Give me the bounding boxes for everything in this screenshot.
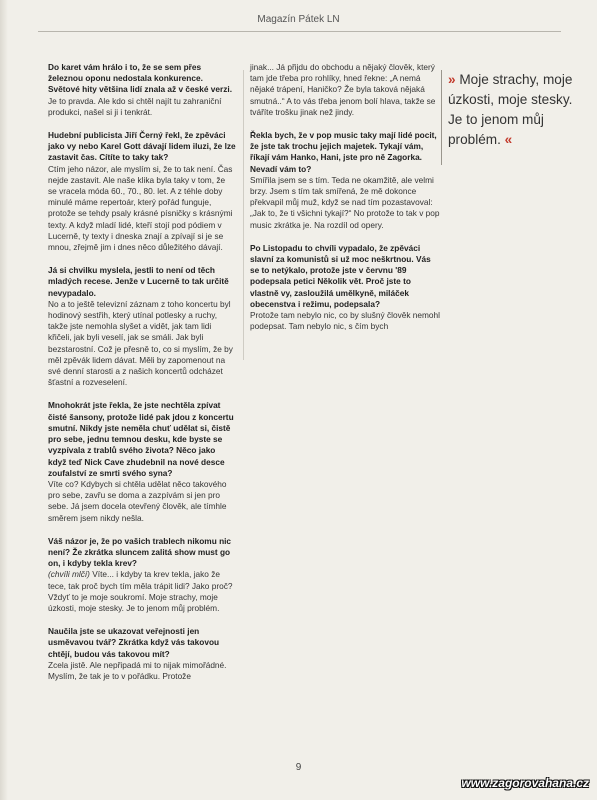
- question-3: Mnohokrát jste řekla, že jste nechtěla zpívat čisté šansony, protože lidé pak jdou z koncertu smutní. Nikdy jste neměla chuť udělat si, čistě pro sebe, jednu temnou desku, kde byste se vyzpívala z trablů svého života? Něco jako když teď Nick Cave zhudebnil na nové desce zoufalství ze smrti svého syna?: [48, 400, 234, 478]
- quote-open-mark: »: [448, 72, 456, 87]
- pull-quote-text: Moje strachy, moje úzkosti, moje stesky. Je to jenom můj problém.: [448, 72, 573, 147]
- question-intro: Do karet vám hrálo i to, že se sem přes železnou oponu nedostala konkurence. Světové hity většina lidí znala až v české verzi.: [48, 62, 233, 95]
- watermark-url: www.zagorovahana.cz: [461, 776, 589, 790]
- text-column-1: [48, 62, 236, 682]
- question-4: Váš názor je, že po vašich trablech nikomu nic není? Že zkrátka sluncem zalitá show must go on, i kdyby tekla krev?: [48, 535, 232, 569]
- column-separator: [243, 70, 244, 360]
- pullquote-rule: [441, 70, 442, 165]
- answer-7: Protože tam nebylo nic, co by slušný člověk nemohl podepsat. Tam nebylo nic, s čím bych: [250, 310, 440, 332]
- question-7: Po Listopadu to chvíli vypadalo, že zpěváci slavní za komunistů si už moc neškrtnou. Vás se to netýkalo, protože jste v červnu '89 podepsala petici Několik vět. Proč jste to vlastně vy, zasloužilá umělkyně, miláček obecenstva i režimu, podepsala?: [250, 242, 431, 309]
- page-edge-shadow: [0, 0, 8, 800]
- question-5: Naučila jste se ukazovat veřejnosti jen usměvavou tvář? Zkrátka když vás takovou chtějí, budou vás takovou mít?: [48, 626, 220, 659]
- answer-2: No a to ještě televizní záznam z toho koncertu byl hodinový sestřih, který utínal potlesky a ruchy, takže jste nemohla slyšet a vidět, jak tam lidi křičeli, jak byli veselí, jak se smáli. Jak byli bezstarostní. Což je přesně to, co si myslím, že by měl zpěvák lidem dávat. Měli by zapomenout na své denní starosti a z našich koncertů odcházet šťastní a rozveselení.: [48, 298, 233, 388]
- answer-5: Zcela jistě. Ale nepřipadá mi to nijak mimořádné. Myslím, že tak je to v pořádku. Protože: [48, 659, 227, 681]
- header-rule: [38, 31, 561, 32]
- question-1: Hudební publicista Jiří Černý řekl, že zpěváci jako vy nebo Karel Gott dávají lidem iluzi, že lze zastavit čas. Cítíte to taky tak?: [48, 130, 236, 163]
- answer-1: Ctím jeho názor, ale myslím si, že to tak není. Čas nejde zastavit. Ale naše klika byla taky v tom, že se vracela móda 60., 70., 80. let. A z téhle doby minulé máme repertoár, který pořád funguje, protože se tehdy psaly krásné písničky s krásnými texty. A když mladí lidé, kteří stojí pod pódiem v Lucerně, ty texty i dneska znají a zpívají si je se mnou, zřejmě jim i dnes něco důležitého dávají.: [48, 163, 233, 253]
- answer-4: [48, 569, 236, 614]
- stage-direction: (chvíli mlčí): [48, 569, 90, 580]
- question-2: Já si chvilku myslela, jestli to není od těch mladých recese. Jenže v Lucerně to tak určitě nevypadalo.: [48, 265, 229, 298]
- magazine-header: Magazín Pátek LN: [257, 14, 340, 25]
- answer-4-text: Víte... i kdyby ta krev tekla, jako že tece, tak proč bych tím měla trápit lidi? Jako proč? Vždyť to je moje soukromí. Moje strachy, moje úzkosti, moje stesky. Je to jenom můj problém.: [48, 569, 233, 613]
- answer-0: Je to pravda. Ale kdo si chtěl najít tu zahraniční produkci, našel si ji i tenkrát.: [48, 95, 222, 117]
- text-column-2: [250, 62, 440, 332]
- page-number: 9: [295, 762, 302, 773]
- answer-3: Víte co? Kdybych si chtěla udělat něco takového pro sebe, zavřu se doma a zazpívám si jen pro sebe. Já jsem docela otevřený člověk, ale tímhle směrem jsem nikdy nešla.: [48, 478, 227, 523]
- question-6: Řekla bych, že v pop music taky mají lidé pocit, že jste tak trochu jejich majetek. Tykají vám, říkají vám Hanko, Hani, jste pro ně Zagorka. Nevadí vám to?: [250, 130, 437, 174]
- pull-quote: [448, 70, 578, 150]
- answer-6: Smířila jsem se s tím. Teda ne okamžitě, ale velmi brzy. Jsem s tím tak smířená, že mě dokonce překvapil můj muž, když se nad tím pozastavoval: „Jak to, že ti všichni tykají?“ No protože to tak v pop music zkrátka je. Na rozdíl od opery.: [250, 174, 440, 230]
- quote-close-mark: «: [504, 132, 513, 147]
- answer-continued: jinak... Já přijdu do obchodu a nějaký člověk, který tam jde třeba pro rohlíky, hned řekne: „A nemá nějaké trápení, Haničko? Že byla taková nějaká smutná..“ A to vás třeba jenom bolí hlava, takže se tváříte trošku jinak než jindy.: [250, 62, 436, 117]
